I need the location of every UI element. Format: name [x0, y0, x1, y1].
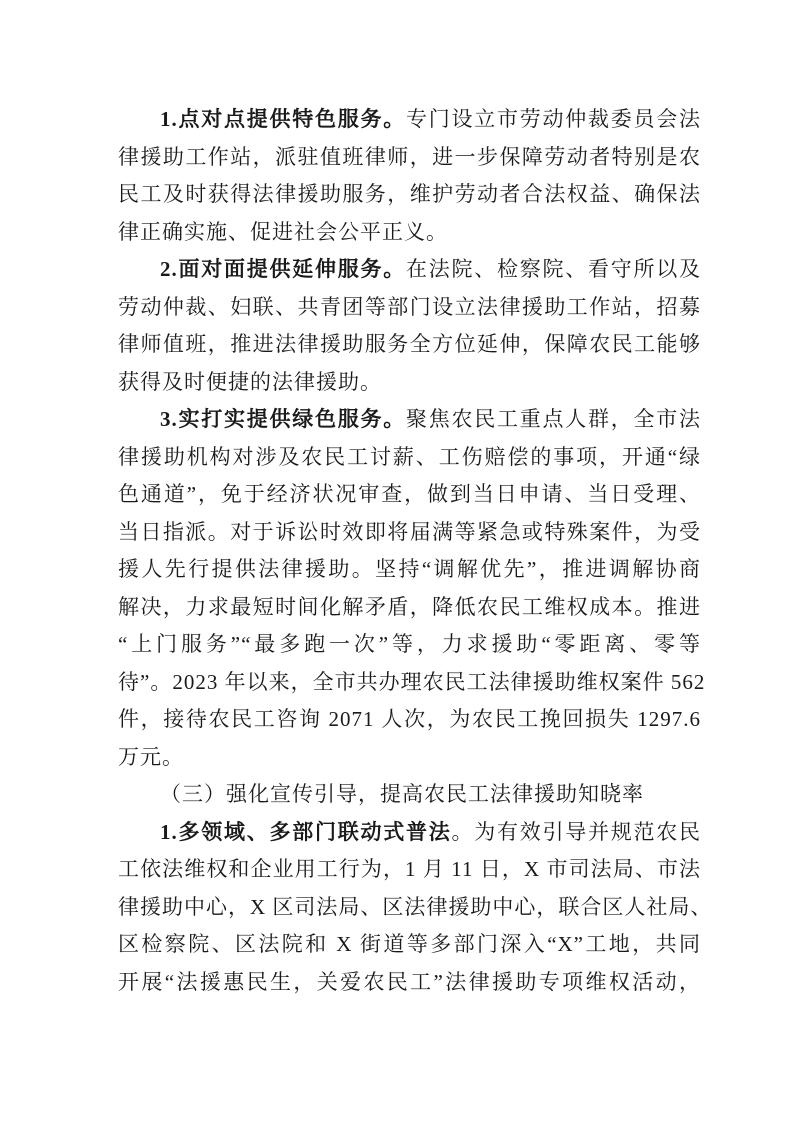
paragraph-line: 律援助工作站，派驻值班律师，进一步保障劳动者特别是农: [118, 144, 701, 169]
paragraph-line: 区检察院、区法院和 X 街道等多部门深入“X”工地，共同: [118, 932, 701, 956]
line-text: 。为有效引导并规范农民: [451, 819, 701, 844]
paragraph-line: 援人先行提供法律援助。坚持“调解优先”，推进调解协商: [118, 557, 701, 581]
paragraph-face-to-face: [118, 251, 701, 401]
paragraph-line: 工依法维权和企业用工行为，1 月 11 日，X 市司法局、市法: [118, 857, 701, 881]
paragraph-line: [118, 251, 701, 289]
paragraph-line: 律援助中心，X 区司法局、区法律援助中心，联合区人社局、: [118, 894, 713, 919]
line-text: 聚焦农民工重点人群，全市法: [406, 407, 701, 431]
paragraph-line: 民工及时获得法律援助服务，维护劳动者合法权益、确保法: [118, 182, 701, 206]
paragraph-line: 待”。2023 年以来，全市共办理农民工法律援助维权案件 562: [118, 669, 706, 694]
line-text: 专门设立市劳动仲裁委员会法: [406, 107, 701, 131]
paragraph-line: [118, 101, 701, 139]
paragraph-line: [118, 401, 701, 439]
paragraph-green-service: [118, 401, 706, 776]
section-heading: （三）强化宣传引导，提高农民工法律援助知晓率: [160, 782, 644, 806]
paragraph-line: 色通道”，免于经济状况审查，做到当日申请、当日受理、: [118, 482, 701, 506]
paragraph-line: 件，接待农民工咨询 2071 人次，为农民工挽回损失 1297.6: [118, 707, 701, 731]
paragraph-line: 律援助机构对涉及农民工讨薪、工伤赔偿的事项，开通“绿: [118, 444, 701, 469]
paragraph-line: 劳动仲裁、妇联、共青团等部门设立法律援助工作站，招募: [118, 294, 701, 319]
paragraph-line: 律正确实施、促进社会公平正义。: [118, 219, 448, 244]
line-text: 在法院、检察院、看守所以及: [406, 257, 701, 281]
paragraph-lead: 2.面对面提供延伸服务。: [160, 257, 406, 281]
paragraph-line: 解决，力求最短时间化解矛盾，降低农民工维权成本。推进: [118, 594, 701, 619]
paragraph-line: [118, 814, 701, 852]
paragraph-lead: 3.实打实提供绿色服务。: [160, 407, 406, 431]
paragraph-line: 开展“法援惠民生，关爱农民工”法律援助专项维权活动，: [118, 969, 701, 994]
paragraph-point-to-point: [118, 101, 701, 251]
paragraph-lead: 1.点对点提供特色服务。: [160, 107, 406, 131]
paragraph-lead: 1.多领域、多部门联动式普法: [160, 819, 452, 844]
paragraph-line: 律师值班，推进法律援助服务全方位延伸，保障农民工能够: [118, 332, 701, 356]
paragraph-multi-department: [118, 814, 713, 1002]
paragraph-line: 获得及时便捷的法律援助。: [118, 369, 382, 394]
paragraph-line: “上门服务”“最多跑一次”等，力求援助“零距离、零等: [118, 632, 701, 656]
paragraph-line: 当日指派。对于诉讼时效即将届满等紧急或特殊案件，为受: [118, 519, 701, 544]
document-page: [118, 101, 713, 1001]
paragraph-line: 万元。: [118, 744, 184, 769]
